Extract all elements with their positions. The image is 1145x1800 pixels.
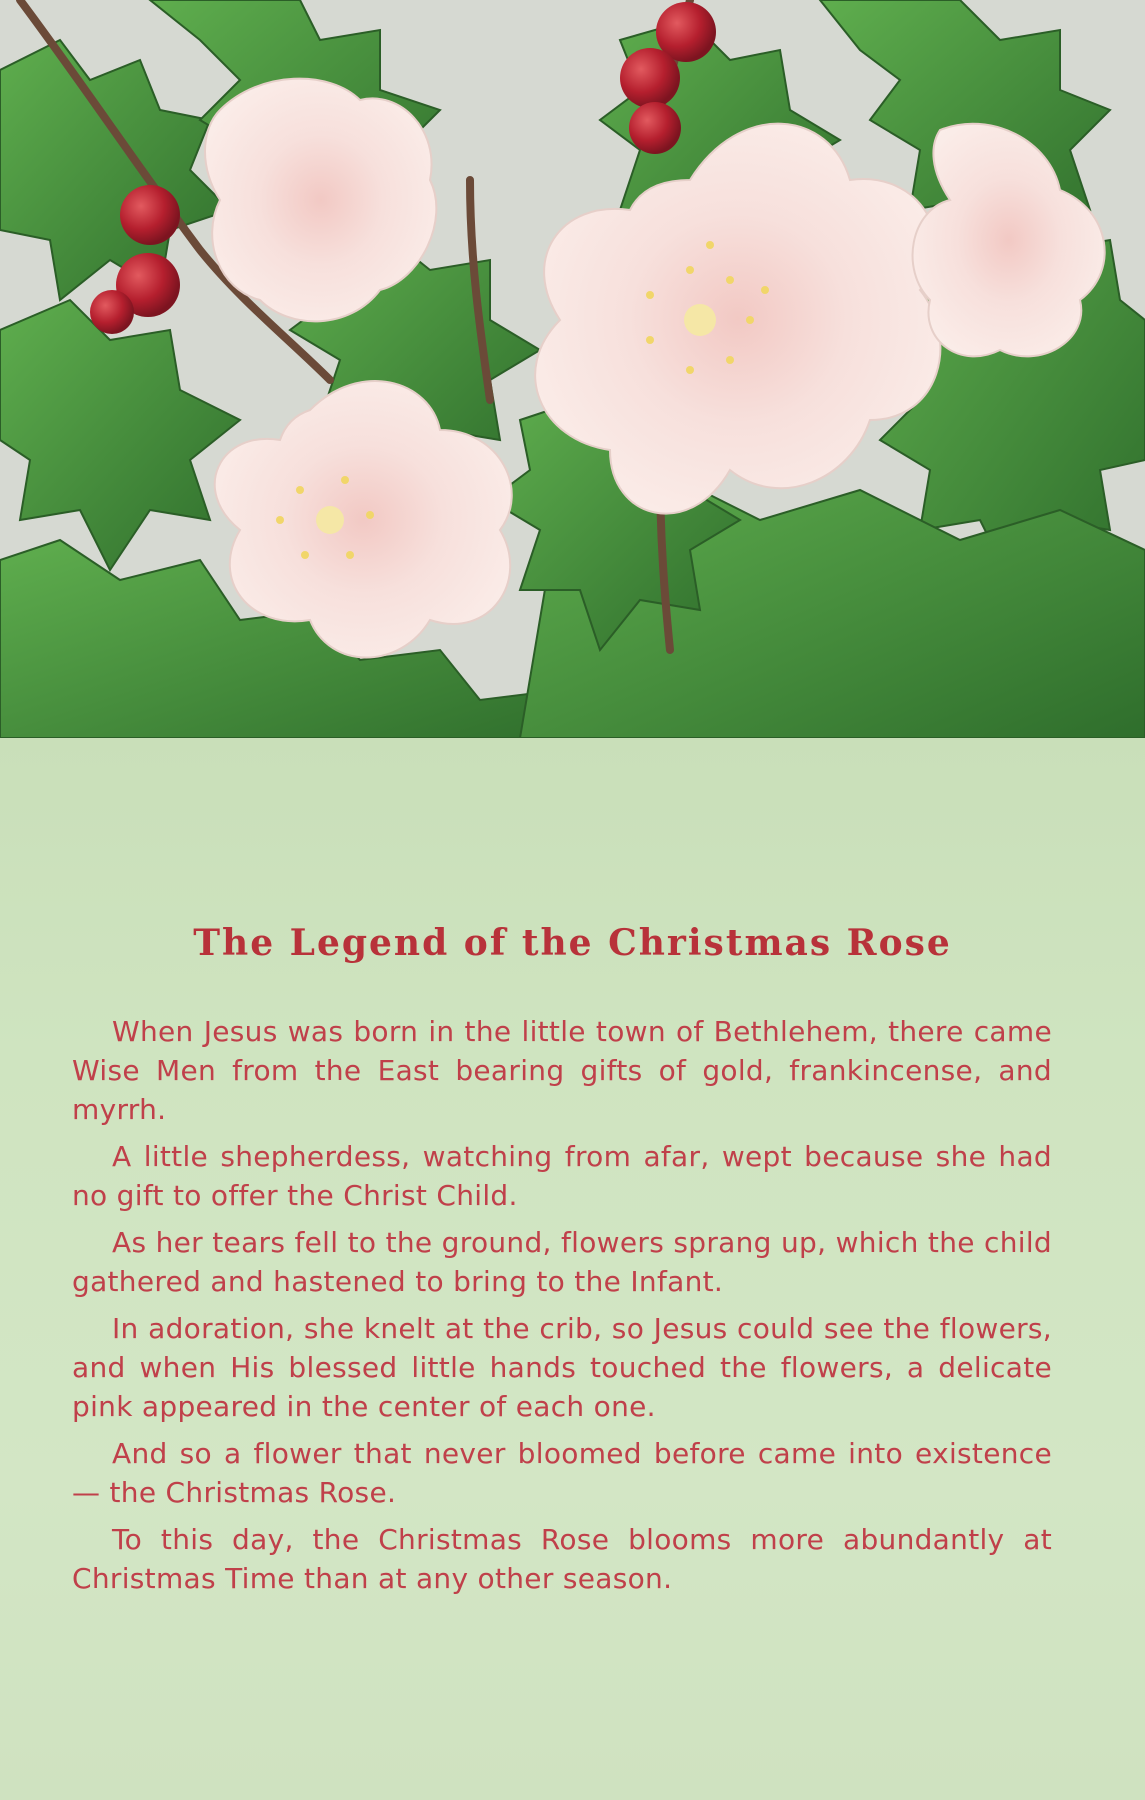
paragraph: A little shepherdess, watching from afar, wept because she had no gift to offer the Christ Child. xyxy=(72,1140,1052,1212)
paragraph: When Jesus was born in the little town of Bethlehem, there came Wise Men from the East bearing gifts of gold, frankincense, and myrrh. xyxy=(72,1015,1052,1126)
paragraph: And so a flower that never bloomed before came into existence — the Christmas Rose. xyxy=(72,1437,1052,1509)
paragraph: As her tears fell to the ground, flowers sprang up, which the child gathered and hastened to bring to the Infant. xyxy=(72,1226,1052,1298)
christmas-rose-illustration xyxy=(0,0,1145,738)
legend-text xyxy=(72,1012,1052,1606)
card-title: The Legend of the Christmas Rose xyxy=(193,922,952,964)
paragraph: In adoration, she knelt at the crib, so Jesus could see the flowers, and when His blessed little hands touched the flowers, a delicate pink appeared in the center of each one. xyxy=(72,1312,1052,1423)
paragraph: To this day, the Christmas Rose blooms more abundantly at Christmas Time than at any other season. xyxy=(72,1523,1052,1595)
